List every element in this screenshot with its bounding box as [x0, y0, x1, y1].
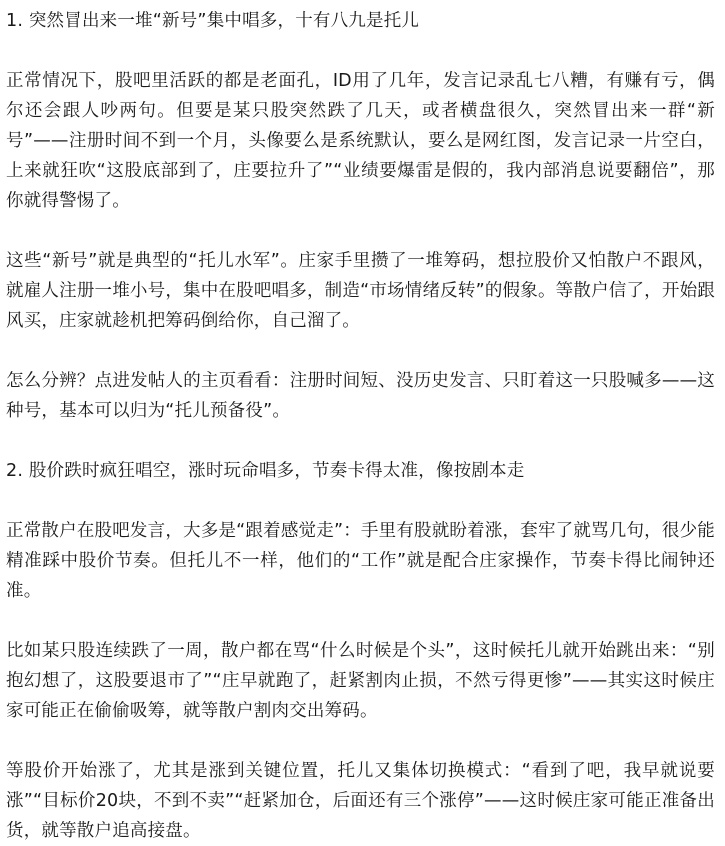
- paragraph-6: 等股价开始涨了，尤其是涨到关键位置，托儿又集体切换模式：“看到了吧，我早就说要涨”“目标价20块，不到不卖”“赶紧加仓，后面还有三个涨停”——这时候庄家可能正准备出货，就等散户追高接盘。: [6, 761, 715, 841]
- paragraph-1: 正常情况下，股吧里活跃的都是老面孔，ID用了几年，发言记录乱七八糟，有赚有亏，偶尔还会跟人吵两句。但要是某只股突然跌了几天，或者横盘很久，突然冒出来一群“新号”——注册时间不到一个月，头像要么是系统默认，要么是网红图，发言记录一片空白，上来就狂吹“这股底部到了，庄要拉升了”“业绩要爆雷是假的，我内部消息说要翻倍”，那你就得警惕了。: [6, 71, 715, 211]
- paragraph-5: 比如某只股连续跌了一周，散户都在骂“什么时候是个头”，这时候托儿就开始跳出来：“别抱幻想了，这股要退市了”“庄早就跑了，赶紧割肉止损，不然亏得更惨”——其实这时候庄家可能正在偷偷吸筹，就等散户割肉交出筹码。: [6, 641, 715, 721]
- section-heading-1: 1. 突然冒出来一堆“新号”集中唱多，十有八九是托儿: [6, 11, 420, 31]
- paragraph-3: 怎么分辨？点进发帖人的主页看看：注册时间短、没历史发言、只盯着这一只股喊多——这种号，基本可以归为“托儿预备役”。: [6, 371, 715, 421]
- paragraph-4: 正常散户在股吧发言，大多是“跟着感觉走”：手里有股就盼着涨，套牢了就骂几句，很少能精准踩中股价节奏。但托儿不一样，他们的“工作”就是配合庄家操作，节奏卡得比闹钟还准。: [6, 521, 715, 601]
- paragraph-2: 这些“新号”就是典型的“托儿水军”。庄家手里攒了一堆筹码，想拉股价又怕散户不跟风，就雇人注册一堆小号，集中在股吧唱多，制造“市场情绪反转”的假象。等散户信了，开始跟风买，庄家就趁机把筹码倒给你，自己溜了。: [6, 251, 715, 331]
- section-heading-2: 2. 股价跌时疯狂唱空，涨时玩命唱多，节奏卡得太准，像按剧本走: [6, 461, 525, 481]
